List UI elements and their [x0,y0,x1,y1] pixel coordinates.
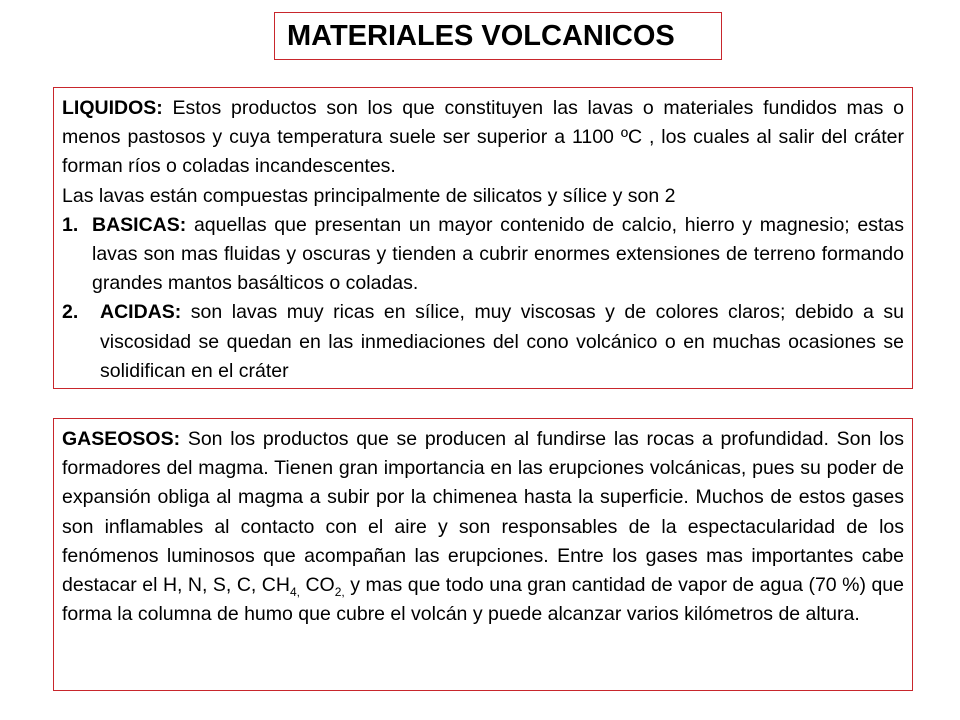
list-number: 1. [62,213,79,236]
lavas-intro: Las lavas están compuestas principalmente de silicatos y sílice y son 2 [62,184,676,207]
page-title-text: MATERIALES VOLCANICOS [287,19,675,52]
gaseosos-text-c: y mas que todo una gran cantidad de vapor de agua (70 %) que forma la columna de humo que cubre el volcán y puede alcanzar varios kilómetros de altura. [62,574,904,626]
subscript-co2: 2, [334,584,345,599]
liquidos-paragraph [62,94,904,182]
list-item-basicas [62,211,904,299]
gaseosos-panel [53,418,913,691]
list-item-body [100,298,904,386]
list-item-acidas [62,298,904,386]
acidas-text: son lavas muy ricas en sílice, muy viscosas y de colores claros; debido a su viscosidad se quedan en las inmediaciones del cono volcánico o en muchas ocasiones se solidifican en el cráter [100,301,904,382]
subscript-ch4: 4, [289,584,300,599]
gaseosos-text-b: CO [299,574,335,597]
list-item-body [92,211,904,299]
gaseosos-label: GASEOSOS: [62,428,181,450]
list-number: 2. [62,301,79,324]
acidas-label: ACIDAS: [100,301,182,324]
liquidos-label: LIQUIDOS: [62,97,163,119]
liquidos-panel [53,87,913,389]
liquidos-text: Estos productos son los que constituyen las lavas o materiales fundidos mas o menos pastosos y cuya temperatura suele ser superior a 1100 ºC , los cuales al salir del cráter forman ríos o coladas incandescentes. [62,97,904,178]
gaseosos-paragraph [62,425,904,629]
page-title [274,12,722,60]
gaseosos-text-a: Son los productos que se producen al fundirse las rocas a profundidad. Son los formadores del magma. Tienen gran importancia en las erupciones volcánicas, pues su poder de expansión obliga al magma a subir por la chimenea hasta la superficie. Muchos de estos gases son inflamables al contacto con el aire y son responsables de la espectacularidad de los fenómenos luminosos que acompañan las erupciones. Entre los gases mas importantes cabe destacar el H, N, S, C, CH [62,428,904,597]
basicas-text: aquellas que presentan un mayor contenido de calcio, hierro y magnesio; estas lavas son mas fluidas y oscuras y tienden a cubrir enormes extensiones de terreno formando grandes mantos basálticos o coladas. [92,213,904,295]
basicas-label: BASICAS: [92,213,187,236]
